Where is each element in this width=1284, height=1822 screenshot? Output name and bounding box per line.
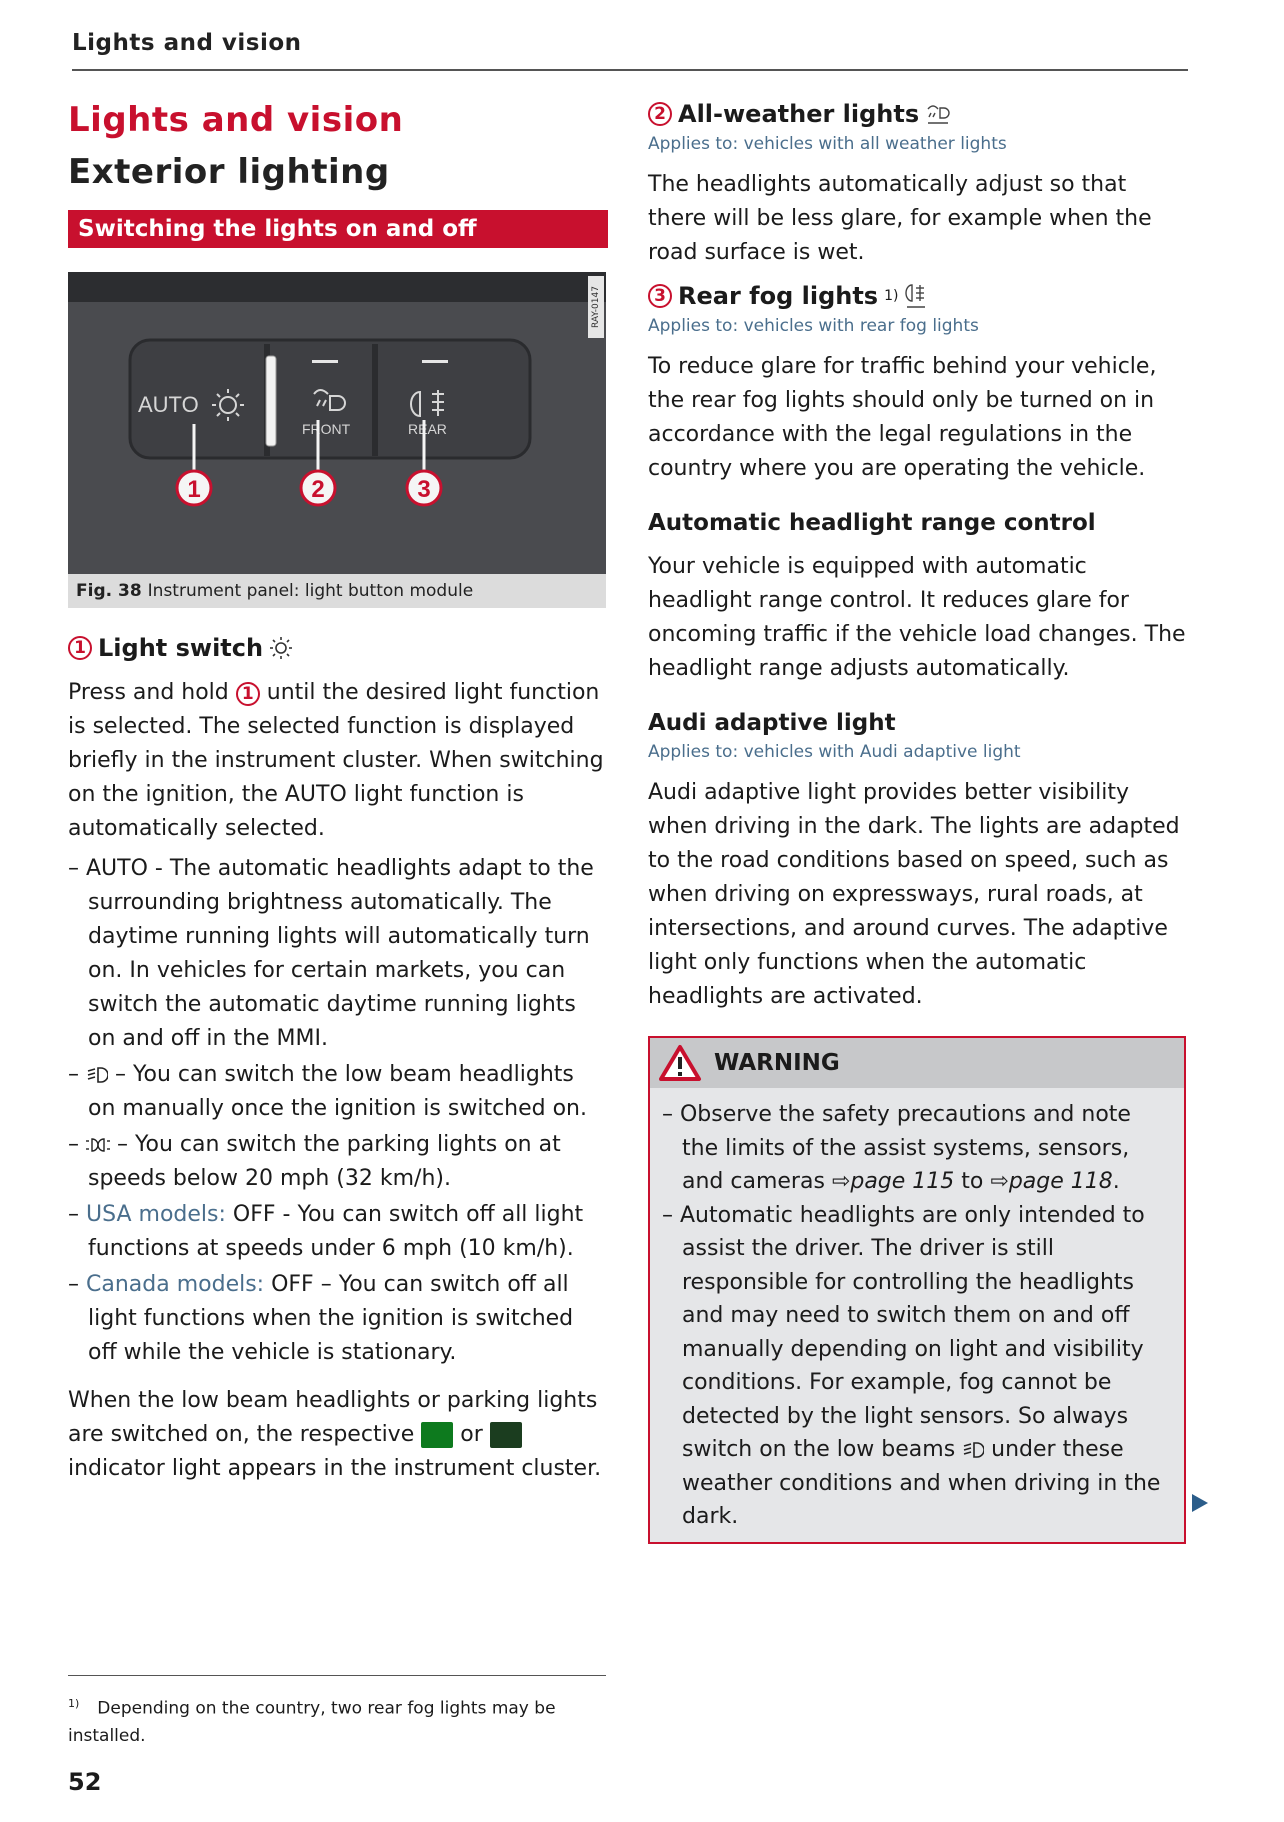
parking-light-icon [86,1136,110,1154]
arrow-icon: ⇨ [831,1169,851,1194]
svg-text:2: 2 [311,476,325,503]
list-item: – – You can switch the low beam headlights on manually once the ignition is switched on. [68,1062,587,1121]
list-item: – Observe the safety precautions and note the limits of the assist systems, sensors, and cameras ⇨page 115 to ⇨page 118. [662,1102,1131,1194]
page-number: 52 [68,1768,102,1796]
footnote-rule [68,1675,606,1676]
svg-text:1: 1 [187,476,201,503]
low-beam-indicator-icon [421,1422,453,1448]
page-ref[interactable]: page 115 [850,1169,955,1194]
parking-light-indicator-icon [490,1422,522,1448]
left-column [68,100,608,1486]
adaptive-light-heading: Audi adaptive light [648,710,896,736]
topic-bar: Switching the lights on and off [68,210,608,248]
light-sun-icon [269,636,293,660]
applies-to: Applies to: vehicles with rear fog lights [648,316,979,336]
all-weather-text: The headlights automatically adjust so that there will be less glare, for example when the road surface is wet. [648,172,1152,265]
arrow-icon: ⇨ [990,1169,1009,1194]
warning-list [650,1088,1184,1542]
applies-to: Applies to: vehicles with Audi adaptive light [648,742,1021,762]
adaptive-light-text: Audi adaptive light provides better visibility when driving in the dark. The lights are adapted to the road conditions based on speed, such as when driving on expressways, rural roads, at intersections, and around curves. The adaptive light only functions when the automatic headlights are activated. [648,780,1180,1009]
light-switch-intro: Press and hold 1 until the desired light function is selected. The selected function is displayed briefly in the instrument cluster. When switching on the ignition, the AUTO light function is automatically selected. [68,680,604,841]
footnote: $^{1)}$ Depending on the country, two rear fog lights may be installed. [68,1697,556,1746]
page-ref[interactable]: page 118 [1008,1169,1113,1194]
warning-box [648,1036,1186,1544]
list-item: – AUTO - The automatic headlights adapt to the surrounding brightness automatically. The daytime running lights will automatically turn on. In vehicles for certain markets, you can switch the automatic daytime running lights on and off in the MMI. [68,856,594,1051]
light-switch-heading [68,634,608,662]
all-weather-icon [925,101,951,127]
list-item: – Canada models: OFF – You can switch off all light functions when the ignition is switched off while the vehicle is stationary. [68,1272,574,1365]
indicator-note: When the low beam headlights or parking lights are switched on, the respective or indicator light appears in the instrument cluster. [68,1388,602,1481]
low-beam-icon [962,1440,984,1460]
warning-triangle-icon [658,1044,702,1082]
figure-id: RAY-0147 [588,276,604,338]
running-header: Lights and vision [72,30,302,56]
front-label: FRONT [302,421,351,437]
light-module-drawing [68,272,606,574]
callout-2 [301,471,335,505]
footnote-ref: 1) [884,288,899,304]
rear-fog-title: Rear fog lights [678,282,879,310]
warning-title: WARNING [714,1050,840,1076]
section-title: Exterior lighting [68,152,390,192]
range-control-heading: Automatic headlight range control [648,510,1096,536]
warning-header [650,1038,1184,1088]
list-item: – USA models: OFF - You can switch off all light functions at speeds under 6 mph (10 km/h). [68,1202,584,1261]
rear-fog-icon [904,282,928,310]
all-weather-heading: 2 All-weather lights [648,100,1186,128]
figure-caption-text: Instrument panel: light button module [147,581,474,601]
light-module-figure [68,272,606,574]
all-weather-title: All-weather lights [678,100,920,128]
callout-1 [177,471,211,505]
callout-3 [407,471,441,505]
auto-label: AUTO [138,392,199,417]
right-column [648,100,1186,1544]
rear-fog-text: To reduce glare for traffic behind your vehicle, the rear fog lights should only be turned on in accordance with the legal regulations in the country where you are operating the vehicle. [648,354,1157,481]
rear-fog-heading: 3 Rear fog lights 1) [648,282,1186,310]
list-item: – Automatic headlights are only intended to assist the driver. The driver is still responsible for controlling the headlights and may need to switch them on and off manually depending on light and visibility conditions. For example, fog cannot be detected by the light sensors. So always switch on the low beams under these weather conditions and when driving in the dark. [662,1202,1161,1529]
item-number: 1 [68,636,92,660]
svg-text:3: 3 [417,476,431,503]
figure-caption [68,574,606,608]
light-switch-title: Light switch [98,634,264,662]
continue-arrow-icon [1192,1494,1208,1512]
header-rule [72,69,1188,71]
rear-label: REAR [408,421,447,437]
range-control-text: Your vehicle is equipped with automatic headlight range control. It reduces glare for oncoming traffic if the vehicle load changes. The headlight range adjusts automatically. [648,554,1186,681]
list-item: – – You can switch the parking lights on at speeds below 20 mph (32 km/h). [68,1132,561,1191]
inline-item-number: 1 [236,682,260,706]
figure-number: Fig. 38 [76,581,142,601]
applies-to: Applies to: vehicles with all weather lights [648,134,1007,154]
low-beam-icon [86,1065,108,1085]
light-functions-list [68,852,608,1370]
chapter-title: Lights and vision [68,100,404,140]
